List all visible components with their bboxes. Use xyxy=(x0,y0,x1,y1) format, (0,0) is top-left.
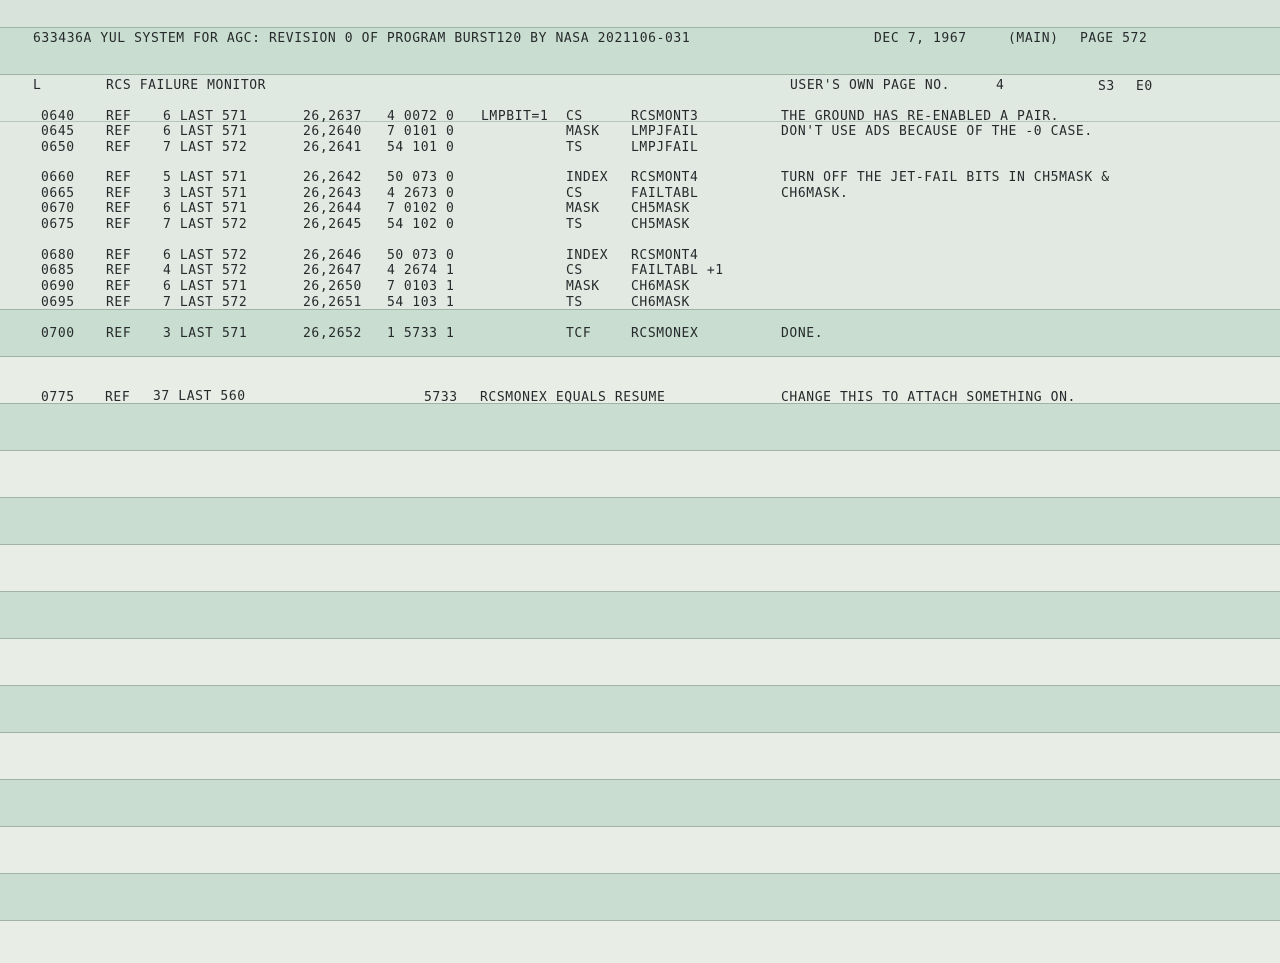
line-number: 0690 xyxy=(41,279,75,294)
operand: LMPJFAIL xyxy=(631,124,699,139)
ref-keyword: REF xyxy=(106,201,132,216)
opcode: TCF xyxy=(566,326,592,341)
comment: THE GROUND HAS RE-ENABLED A PAIR. xyxy=(781,109,1060,124)
ref-source: 6 LAST 571 xyxy=(163,109,248,124)
line-number: 0775 xyxy=(41,390,75,405)
octal-code: 54 103 1 xyxy=(387,295,455,310)
address: 26,2646 xyxy=(303,248,362,263)
operand: CH6MASK xyxy=(631,279,690,294)
octal-code: 1 5733 1 xyxy=(387,326,455,341)
header-date: DEC 7, 1967 xyxy=(874,31,967,46)
equals-statement: RCSMONEX EQUALS RESUME xyxy=(480,390,666,405)
ref-keyword: REF xyxy=(106,326,132,341)
ref-keyword: REF xyxy=(106,170,132,185)
opcode: TS xyxy=(566,140,583,155)
ruling-line xyxy=(0,732,1280,733)
octal-code: 4 0072 0 xyxy=(387,109,455,124)
octal-code: 7 0101 0 xyxy=(387,124,455,139)
paper-band xyxy=(0,826,1280,873)
ref-source: 7 LAST 572 xyxy=(163,217,248,232)
address: 26,2643 xyxy=(303,186,362,201)
ref-keyword: REF xyxy=(106,124,132,139)
ruling-line xyxy=(0,638,1280,639)
opcode: MASK xyxy=(566,124,600,139)
ruling-line xyxy=(0,27,1280,28)
paper-band xyxy=(0,544,1280,591)
ruling-line xyxy=(0,685,1280,686)
address: 26,2650 xyxy=(303,279,362,294)
ruling-line xyxy=(0,826,1280,827)
address: 26,2647 xyxy=(303,263,362,278)
opcode: INDEX xyxy=(566,248,609,263)
octal-code: 7 0102 0 xyxy=(387,201,455,216)
header-page-number: PAGE 572 xyxy=(1080,31,1148,46)
line-number: 0670 xyxy=(41,201,75,216)
ref-keyword: REF xyxy=(106,279,132,294)
listing-mark: L xyxy=(33,78,42,93)
address: 26,2641 xyxy=(303,140,362,155)
comment: CHANGE THIS TO ATTACH SOMETHING ON. xyxy=(781,390,1076,405)
address: 26,2644 xyxy=(303,201,362,216)
operand: CH6MASK xyxy=(631,295,690,310)
ref-keyword: REF xyxy=(106,109,132,124)
address: 26,2637 xyxy=(303,109,362,124)
address: 26,2651 xyxy=(303,295,362,310)
line-number: 0695 xyxy=(41,295,75,310)
header-main: (MAIN) xyxy=(1008,31,1059,46)
opcode: MASK xyxy=(566,279,600,294)
ruling-line xyxy=(0,779,1280,780)
operand: FAILTABL +1 xyxy=(631,263,724,278)
line-number: 0680 xyxy=(41,248,75,263)
paper-band xyxy=(0,403,1280,450)
ruling-line xyxy=(0,544,1280,545)
operand: RCSMONT4 xyxy=(631,248,699,263)
operand: RCSMONT3 xyxy=(631,109,699,124)
users-page-label: USER'S OWN PAGE NO. xyxy=(790,78,951,93)
opcode: CS xyxy=(566,186,583,201)
e-counter: E0 xyxy=(1136,79,1153,94)
paper-band xyxy=(0,450,1280,497)
section-title: RCS FAILURE MONITOR xyxy=(106,78,267,93)
octal-code: 50 073 0 xyxy=(387,170,455,185)
ref-source: 6 LAST 571 xyxy=(163,279,248,294)
comment: DON'T USE ADS BECAUSE OF THE -0 CASE. xyxy=(781,124,1093,139)
equals-value: 5733 xyxy=(424,390,458,405)
octal-code: 54 102 0 xyxy=(387,217,455,232)
paper-band xyxy=(0,497,1280,544)
address: 26,2642 xyxy=(303,170,362,185)
ruling-line xyxy=(0,591,1280,592)
paper-band xyxy=(0,920,1280,963)
line-number: 0640 xyxy=(41,109,75,124)
ref-keyword: REF xyxy=(106,217,132,232)
ruling-line xyxy=(0,497,1280,498)
operand: FAILTABL xyxy=(631,186,699,201)
operand: RCSMONT4 xyxy=(631,170,699,185)
ruling-line xyxy=(0,920,1280,921)
address: 26,2645 xyxy=(303,217,362,232)
opcode: TS xyxy=(566,217,583,232)
paper-band xyxy=(0,591,1280,638)
address: 26,2640 xyxy=(303,124,362,139)
comment: DONE. xyxy=(781,326,824,341)
operand: CH5MASK xyxy=(631,201,690,216)
octal-code: 50 073 0 xyxy=(387,248,455,263)
ref-source: 6 LAST 572 xyxy=(163,248,248,263)
ruling-line xyxy=(0,356,1280,357)
ref-keyword: REF xyxy=(106,263,132,278)
header-title: 633436A YUL SYSTEM FOR AGC: REVISION 0 OF PROGRAM BURST120 BY NASA 2021106-031 xyxy=(33,31,691,46)
ruling-line xyxy=(0,873,1280,874)
line-number: 0660 xyxy=(41,170,75,185)
opcode: INDEX xyxy=(566,170,609,185)
ref-keyword: REF xyxy=(106,140,132,155)
operand: RCSMONEX xyxy=(631,326,699,341)
operand: CH5MASK xyxy=(631,217,690,232)
opcode: TS xyxy=(566,295,583,310)
line-number: 0685 xyxy=(41,263,75,278)
ref-source: 5 LAST 571 xyxy=(163,170,248,185)
line-number: 0675 xyxy=(41,217,75,232)
users-page-number: 4 xyxy=(996,78,1005,93)
line-number: 0645 xyxy=(41,124,75,139)
ref-source: 7 LAST 572 xyxy=(163,295,248,310)
ref-source: 37 LAST 560 xyxy=(153,389,246,404)
ref-source: 6 LAST 571 xyxy=(163,201,248,216)
opcode: MASK xyxy=(566,201,600,216)
octal-code: 4 2673 0 xyxy=(387,186,455,201)
opcode: CS xyxy=(566,109,583,124)
line-number: 0665 xyxy=(41,186,75,201)
paper-band xyxy=(0,0,1280,27)
comment: TURN OFF THE JET-FAIL BITS IN CH5MASK & xyxy=(781,170,1110,185)
comment: CH6MASK. xyxy=(781,186,849,201)
ref-keyword: REF xyxy=(106,248,132,263)
paper-band xyxy=(0,638,1280,685)
paper-band xyxy=(0,685,1280,732)
ref-source: 4 LAST 572 xyxy=(163,263,248,278)
ref-source: 7 LAST 572 xyxy=(163,140,248,155)
line-number: 0700 xyxy=(41,326,75,341)
octal-code: 4 2674 1 xyxy=(387,263,455,278)
opcode: CS xyxy=(566,263,583,278)
operand: LMPJFAIL xyxy=(631,140,699,155)
paper-band xyxy=(0,873,1280,920)
s-counter: S3 xyxy=(1098,79,1115,94)
ref-keyword: REF xyxy=(105,390,131,405)
ref-source: 3 LAST 571 xyxy=(163,186,248,201)
line-number: 0650 xyxy=(41,140,75,155)
ref-keyword: REF xyxy=(106,186,132,201)
ruling-line xyxy=(0,74,1280,75)
octal-code: 7 0103 1 xyxy=(387,279,455,294)
ref-source: 3 LAST 571 xyxy=(163,326,248,341)
paper-band xyxy=(0,779,1280,826)
address: 26,2652 xyxy=(303,326,362,341)
label: LMPBIT=1 xyxy=(481,109,549,124)
ref-keyword: REF xyxy=(106,295,132,310)
ref-source: 6 LAST 571 xyxy=(163,124,248,139)
octal-code: 54 101 0 xyxy=(387,140,455,155)
ruling-line xyxy=(0,450,1280,451)
paper-band xyxy=(0,732,1280,779)
